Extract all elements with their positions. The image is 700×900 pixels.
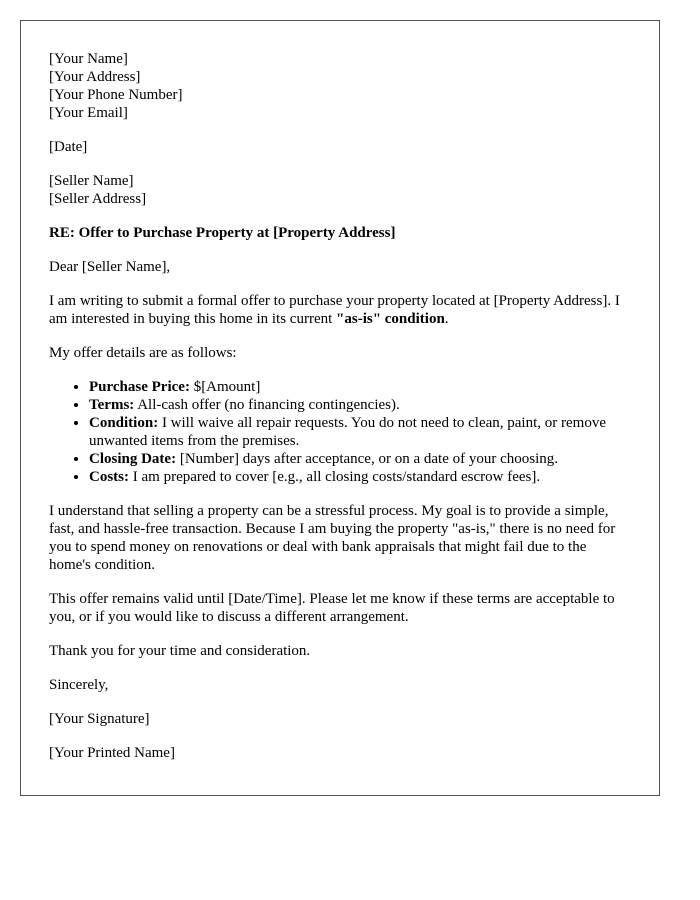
list-item: [89, 378, 631, 396]
sender-phone: [Your Phone Number]: [49, 87, 183, 103]
subject-line: RE: Offer to Purchase Property at [Property Address]: [49, 225, 396, 241]
detail-label: Closing Date:: [89, 451, 177, 467]
detail-text: All-cash offer (no financing contingencies).: [134, 397, 400, 413]
detail-label: Terms:: [89, 397, 135, 413]
thanks-line: Thank you for your time and consideration.: [49, 643, 311, 659]
validity-paragraph: This offer remains valid until [Date/Time]. Please let me know if these terms are acceptable to you, or if you would like to discuss a different arrangement.: [49, 591, 615, 625]
list-item: [89, 414, 631, 450]
sender-block: [49, 50, 631, 122]
signature-line: [Your Signature]: [49, 711, 150, 727]
list-item: [89, 450, 631, 468]
detail-text: I am prepared to cover [e.g., all closing costs/standard escrow fees].: [129, 469, 541, 485]
detail-text: [Number] days after acceptance, or on a date of your choosing.: [176, 451, 558, 467]
printed-name-line: [Your Printed Name]: [49, 745, 175, 761]
letter-date: [Date]: [49, 139, 88, 155]
details-intro: My offer details are as follows:: [49, 345, 237, 361]
list-item: [89, 468, 631, 486]
detail-label: Purchase Price:: [89, 379, 190, 395]
detail-text: I will waive all repair requests. You do not need to clean, paint, or remove unwanted items from the premises.: [89, 415, 606, 449]
offer-details-list: [49, 378, 631, 486]
letter-page: [20, 20, 660, 796]
recipient-address: [Seller Address]: [49, 191, 147, 207]
recipient-block: [49, 172, 631, 208]
intro-bold-condition: "as-is" condition: [336, 311, 445, 327]
intro-paragraph: [49, 292, 631, 328]
intro-text: I am writing to submit a formal offer to purchase your property located at [Property Address]. I am interested in buying this home in its current: [49, 293, 620, 327]
detail-label: Costs:: [89, 469, 129, 485]
detail-text: $[Amount]: [189, 379, 261, 395]
recipient-name: [Seller Name]: [49, 173, 134, 189]
salutation: Dear [Seller Name],: [49, 259, 171, 275]
list-item: [89, 396, 631, 414]
sender-address: [Your Address]: [49, 69, 141, 85]
intro-text-end: .: [444, 311, 449, 327]
sender-email: [Your Email]: [49, 105, 128, 121]
detail-label: Condition:: [89, 415, 159, 431]
closing-line: Sincerely,: [49, 677, 109, 693]
sender-name: [Your Name]: [49, 51, 128, 67]
understanding-paragraph: I understand that selling a property can be a stressful process. My goal is to provide a simple, fast, and hassle-free transaction. Because I am buying the property "as-is," there is no need for you to spend money on renovations or deal with bank appraisals that might fail due to the home's condition.: [49, 503, 616, 573]
